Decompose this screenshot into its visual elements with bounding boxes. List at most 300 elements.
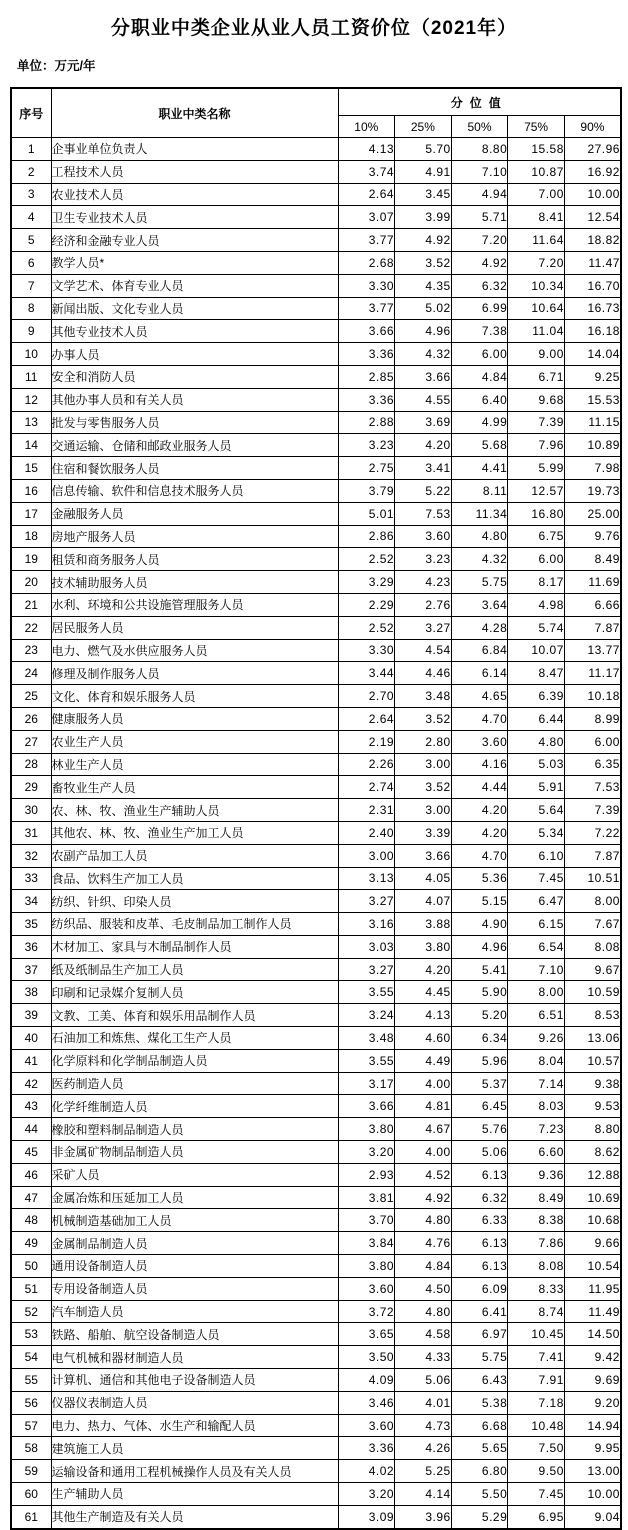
percentile-value-50%: 6.13 <box>451 1232 508 1255</box>
percentile-value-90%: 7.53 <box>564 776 621 799</box>
occupation-name: 机械制造基础加工人员 <box>51 1209 338 1232</box>
row-index: 47 <box>11 1186 51 1209</box>
occupation-name: 农业技术人员 <box>51 183 338 206</box>
header-row-group <box>11 88 621 116</box>
percentile-value-25%: 4.96 <box>395 320 452 343</box>
percentile-value-50%: 4.20 <box>451 821 508 844</box>
percentile-value-10%: 2.64 <box>338 707 395 730</box>
occupation-name: 仪器仪表制造人员 <box>51 1391 338 1414</box>
percentile-value-75%: 8.04 <box>508 1049 565 1072</box>
percentile-value-25%: 3.99 <box>395 206 452 229</box>
percentile-value-50%: 4.70 <box>451 844 508 867</box>
row-index: 10 <box>11 343 51 366</box>
occupation-name: 安全和消防人员 <box>51 365 338 388</box>
percentile-value-25%: 3.52 <box>395 776 452 799</box>
percentile-value-75%: 6.60 <box>508 1141 565 1164</box>
percentile-value-10%: 2.64 <box>338 183 395 206</box>
percentile-value-25%: 3.48 <box>395 685 452 708</box>
row-index: 18 <box>11 525 51 548</box>
percentile-value-25%: 4.80 <box>395 1209 452 1232</box>
table-row <box>11 958 621 981</box>
percentile-value-10%: 3.70 <box>338 1209 395 1232</box>
percentile-value-25%: 4.00 <box>395 1072 452 1095</box>
table-row <box>11 548 621 571</box>
row-index: 8 <box>11 297 51 320</box>
row-index: 41 <box>11 1049 51 1072</box>
percentile-value-10%: 3.77 <box>338 229 395 252</box>
percentile-value-25%: 4.01 <box>395 1391 452 1414</box>
table-row <box>11 297 621 320</box>
percentile-value-90%: 7.22 <box>564 821 621 844</box>
percentile-value-10%: 3.65 <box>338 1323 395 1346</box>
percentile-value-50%: 6.41 <box>451 1300 508 1323</box>
percentile-value-75%: 10.34 <box>508 274 565 297</box>
percentile-value-90%: 13.06 <box>564 1027 621 1050</box>
percentile-value-50%: 4.94 <box>451 183 508 206</box>
percentile-value-75%: 6.39 <box>508 685 565 708</box>
occupation-name: 采矿人员 <box>51 1163 338 1186</box>
percentile-value-50%: 4.16 <box>451 753 508 776</box>
percentile-value-25%: 4.33 <box>395 1346 452 1369</box>
percentile-value-75%: 6.10 <box>508 844 565 867</box>
percentile-value-90%: 9.53 <box>564 1095 621 1118</box>
percentile-value-75%: 6.51 <box>508 1004 565 1027</box>
occupation-name: 电力、热力、气体、水生产和输配人员 <box>51 1414 338 1437</box>
percentile-value-50%: 4.99 <box>451 411 508 434</box>
percentile-value-25%: 5.70 <box>395 138 452 161</box>
row-index: 5 <box>11 229 51 252</box>
table-row <box>11 1437 621 1460</box>
percentile-value-50%: 4.90 <box>451 913 508 936</box>
wage-percentile-table <box>10 87 622 1530</box>
table-row <box>11 1391 621 1414</box>
occupation-name: 通用设备制造人员 <box>51 1255 338 1278</box>
percentile-value-10%: 2.74 <box>338 776 395 799</box>
table-row <box>11 844 621 867</box>
percentile-value-25%: 4.67 <box>395 1118 452 1141</box>
percentile-value-25%: 5.06 <box>395 1369 452 1392</box>
percentile-value-25%: 3.41 <box>395 457 452 480</box>
percentile-value-75%: 4.80 <box>508 730 565 753</box>
percentile-value-90%: 9.04 <box>564 1505 621 1528</box>
occupation-name: 技术辅助服务人员 <box>51 571 338 594</box>
percentile-value-10%: 2.31 <box>338 799 395 822</box>
percentile-value-90%: 9.67 <box>564 958 621 981</box>
percentile-value-90%: 9.38 <box>564 1072 621 1095</box>
occupation-name: 印刷和记录媒介复制人员 <box>51 981 338 1004</box>
percentile-value-50%: 3.64 <box>451 593 508 616</box>
percentile-value-90%: 9.76 <box>564 525 621 548</box>
occupation-name: 企事业单位负责人 <box>51 138 338 161</box>
percentile-value-50%: 4.84 <box>451 365 508 388</box>
percentile-value-25%: 3.80 <box>395 935 452 958</box>
percentile-value-25%: 4.05 <box>395 867 452 890</box>
table-row <box>11 1209 621 1232</box>
row-index: 21 <box>11 593 51 616</box>
occupation-name: 建筑施工人员 <box>51 1437 338 1460</box>
percentile-value-10%: 3.30 <box>338 639 395 662</box>
percentile-value-50%: 5.68 <box>451 434 508 457</box>
percentile-value-75%: 10.48 <box>508 1414 565 1437</box>
percentile-value-90%: 10.00 <box>564 1483 621 1506</box>
percentile-value-50%: 6.68 <box>451 1414 508 1437</box>
percentile-value-90%: 11.69 <box>564 571 621 594</box>
percentile-value-10%: 3.36 <box>338 343 395 366</box>
percentile-value-10%: 4.13 <box>338 138 395 161</box>
percentile-value-75%: 10.87 <box>508 160 565 183</box>
row-index: 2 <box>11 160 51 183</box>
header-occupation-name: 职业中类名称 <box>51 88 338 138</box>
percentile-value-75%: 6.71 <box>508 365 565 388</box>
percentile-value-75%: 9.68 <box>508 388 565 411</box>
percentile-value-90%: 11.47 <box>564 251 621 274</box>
row-index: 56 <box>11 1391 51 1414</box>
percentile-value-90%: 10.57 <box>564 1049 621 1072</box>
table-row <box>11 571 621 594</box>
table-row <box>11 1255 621 1278</box>
percentile-value-90%: 14.04 <box>564 343 621 366</box>
percentile-value-75%: 8.47 <box>508 662 565 685</box>
percentile-value-25%: 4.50 <box>395 1277 452 1300</box>
table-row <box>11 1505 621 1528</box>
percentile-value-75%: 7.45 <box>508 1483 565 1506</box>
table-row <box>11 890 621 913</box>
percentile-value-90%: 27.96 <box>564 138 621 161</box>
row-index: 36 <box>11 935 51 958</box>
percentile-value-10%: 3.79 <box>338 479 395 502</box>
percentile-value-10%: 2.52 <box>338 616 395 639</box>
table-row <box>11 274 621 297</box>
occupation-name: 房地产服务人员 <box>51 525 338 548</box>
percentile-value-25%: 2.76 <box>395 593 452 616</box>
percentile-value-25%: 4.52 <box>395 1163 452 1186</box>
occupation-name: 办事人员 <box>51 343 338 366</box>
percentile-value-10%: 2.68 <box>338 251 395 274</box>
percentile-value-50%: 6.45 <box>451 1095 508 1118</box>
percentile-value-25%: 4.58 <box>395 1323 452 1346</box>
percentile-value-25%: 4.55 <box>395 388 452 411</box>
percentile-value-75%: 7.45 <box>508 867 565 890</box>
table-row <box>11 1346 621 1369</box>
percentile-value-25%: 3.23 <box>395 548 452 571</box>
percentile-value-75%: 7.18 <box>508 1391 565 1414</box>
percentile-value-90%: 10.89 <box>564 434 621 457</box>
occupation-name: 修理及制作服务人员 <box>51 662 338 685</box>
percentile-value-50%: 4.80 <box>451 525 508 548</box>
percentile-value-75%: 6.95 <box>508 1505 565 1528</box>
percentile-value-75%: 16.80 <box>508 502 565 525</box>
percentile-value-75%: 7.00 <box>508 183 565 206</box>
percentile-value-10%: 3.55 <box>338 981 395 1004</box>
percentile-value-75%: 9.00 <box>508 343 565 366</box>
header-percentile-50: 50% <box>451 116 508 138</box>
percentile-value-75%: 7.23 <box>508 1118 565 1141</box>
percentile-value-50%: 6.97 <box>451 1323 508 1346</box>
percentile-value-75%: 8.00 <box>508 981 565 1004</box>
percentile-value-90%: 12.88 <box>564 1163 621 1186</box>
percentile-value-10%: 3.36 <box>338 1437 395 1460</box>
percentile-value-25%: 4.91 <box>395 160 452 183</box>
percentile-value-75%: 8.33 <box>508 1277 565 1300</box>
percentile-value-50%: 8.11 <box>451 479 508 502</box>
percentile-value-25%: 3.52 <box>395 251 452 274</box>
row-index: 60 <box>11 1483 51 1506</box>
table-row <box>11 799 621 822</box>
percentile-value-50%: 6.43 <box>451 1369 508 1392</box>
percentile-value-90%: 9.42 <box>564 1346 621 1369</box>
table-row <box>11 1414 621 1437</box>
percentile-value-75%: 9.50 <box>508 1460 565 1483</box>
table-row <box>11 730 621 753</box>
row-index: 13 <box>11 411 51 434</box>
percentile-value-50%: 6.14 <box>451 662 508 685</box>
occupation-name: 电气机械和器材制造人员 <box>51 1346 338 1369</box>
percentile-value-75%: 5.34 <box>508 821 565 844</box>
percentile-value-10%: 2.19 <box>338 730 395 753</box>
occupation-name: 林业生产人员 <box>51 753 338 776</box>
row-index: 1 <box>11 138 51 161</box>
percentile-value-90%: 8.00 <box>564 890 621 913</box>
row-index: 25 <box>11 685 51 708</box>
occupation-name: 信息传输、软件和信息技术服务人员 <box>51 479 338 502</box>
percentile-value-75%: 12.57 <box>508 479 565 502</box>
percentile-value-90%: 16.70 <box>564 274 621 297</box>
table-row <box>11 229 621 252</box>
percentile-value-50%: 6.99 <box>451 297 508 320</box>
occupation-name: 橡胶和塑料制品制造人员 <box>51 1118 338 1141</box>
table-row <box>11 206 621 229</box>
percentile-value-10%: 3.20 <box>338 1483 395 1506</box>
percentile-value-50%: 4.41 <box>451 457 508 480</box>
percentile-value-90%: 13.00 <box>564 1460 621 1483</box>
percentile-value-90%: 19.73 <box>564 479 621 502</box>
percentile-value-90%: 10.00 <box>564 183 621 206</box>
header-percentile-75: 75% <box>508 116 565 138</box>
table-row <box>11 1163 621 1186</box>
row-index: 12 <box>11 388 51 411</box>
percentile-value-75%: 7.50 <box>508 1437 565 1460</box>
percentile-value-75%: 5.99 <box>508 457 565 480</box>
percentile-value-50%: 6.09 <box>451 1277 508 1300</box>
row-index: 22 <box>11 616 51 639</box>
occupation-name: 医药制造人员 <box>51 1072 338 1095</box>
percentile-value-50%: 4.44 <box>451 776 508 799</box>
percentile-value-90%: 8.08 <box>564 935 621 958</box>
occupation-name: 文学艺术、体育专业人员 <box>51 274 338 297</box>
percentile-value-25%: 4.60 <box>395 1027 452 1050</box>
percentile-value-10%: 3.60 <box>338 1277 395 1300</box>
percentile-value-25%: 4.49 <box>395 1049 452 1072</box>
percentile-value-75%: 6.47 <box>508 890 565 913</box>
percentile-value-50%: 5.96 <box>451 1049 508 1072</box>
percentile-value-90%: 7.67 <box>564 913 621 936</box>
row-index: 7 <box>11 274 51 297</box>
percentile-value-90%: 7.87 <box>564 844 621 867</box>
occupation-name: 纺织品、服装和皮革、毛皮制品加工制作人员 <box>51 913 338 936</box>
percentile-value-25%: 4.35 <box>395 274 452 297</box>
table-row <box>11 434 621 457</box>
table-row <box>11 1004 621 1027</box>
unit-label: 单位：万元/年 <box>17 59 96 73</box>
header-percentile-25: 25% <box>395 116 452 138</box>
percentile-value-90%: 7.39 <box>564 799 621 822</box>
percentile-value-90%: 16.73 <box>564 297 621 320</box>
percentile-value-50%: 6.13 <box>451 1255 508 1278</box>
percentile-value-10%: 3.36 <box>338 388 395 411</box>
percentile-value-90%: 10.59 <box>564 981 621 1004</box>
percentile-value-90%: 15.53 <box>564 388 621 411</box>
percentile-value-50%: 5.20 <box>451 1004 508 1027</box>
table-row <box>11 183 621 206</box>
percentile-value-10%: 2.88 <box>338 411 395 434</box>
percentile-value-75%: 7.91 <box>508 1369 565 1392</box>
occupation-name: 文教、工美、体育和娱乐用品制作人员 <box>51 1004 338 1027</box>
percentile-value-90%: 8.53 <box>564 1004 621 1027</box>
percentile-value-25%: 5.25 <box>395 1460 452 1483</box>
table-row <box>11 776 621 799</box>
percentile-value-90%: 10.51 <box>564 867 621 890</box>
occupation-name: 其他农、林、牧、渔业生产加工人员 <box>51 821 338 844</box>
occupation-name: 卫生专业技术人员 <box>51 206 338 229</box>
percentile-value-90%: 10.54 <box>564 1255 621 1278</box>
percentile-value-50%: 6.34 <box>451 1027 508 1050</box>
percentile-value-75%: 11.64 <box>508 229 565 252</box>
percentile-value-75%: 6.15 <box>508 913 565 936</box>
row-index: 48 <box>11 1209 51 1232</box>
occupation-name: 批发与零售服务人员 <box>51 411 338 434</box>
percentile-value-10%: 3.17 <box>338 1072 395 1095</box>
percentile-value-50%: 7.20 <box>451 229 508 252</box>
row-index: 14 <box>11 434 51 457</box>
percentile-value-50%: 6.32 <box>451 1186 508 1209</box>
percentile-value-50%: 6.32 <box>451 274 508 297</box>
header-percentile-group: 分位值 <box>338 88 621 116</box>
occupation-name: 电力、燃气及水供应服务人员 <box>51 639 338 662</box>
occupation-name: 金属制品制造人员 <box>51 1232 338 1255</box>
percentile-value-25%: 5.22 <box>395 479 452 502</box>
percentile-value-10%: 3.48 <box>338 1027 395 1050</box>
table-row <box>11 160 621 183</box>
percentile-value-50%: 5.06 <box>451 1141 508 1164</box>
percentile-value-90%: 14.94 <box>564 1414 621 1437</box>
percentile-value-75%: 7.41 <box>508 1346 565 1369</box>
occupation-name: 非金属矿物制品制造人员 <box>51 1141 338 1164</box>
percentile-value-25%: 3.52 <box>395 707 452 730</box>
percentile-value-50%: 6.80 <box>451 1460 508 1483</box>
row-index: 43 <box>11 1095 51 1118</box>
percentile-value-75%: 4.98 <box>508 593 565 616</box>
percentile-value-10%: 3.66 <box>338 320 395 343</box>
percentile-value-50%: 5.41 <box>451 958 508 981</box>
table-row <box>11 138 621 161</box>
percentile-value-25%: 4.20 <box>395 434 452 457</box>
percentile-value-90%: 14.50 <box>564 1323 621 1346</box>
percentile-value-75%: 8.17 <box>508 571 565 594</box>
percentile-value-50%: 5.71 <box>451 206 508 229</box>
percentile-value-10%: 3.27 <box>338 890 395 913</box>
row-index: 44 <box>11 1118 51 1141</box>
percentile-value-50%: 6.84 <box>451 639 508 662</box>
percentile-value-90%: 10.69 <box>564 1186 621 1209</box>
table-row <box>11 525 621 548</box>
percentile-value-25%: 7.53 <box>395 502 452 525</box>
percentile-value-90%: 9.66 <box>564 1232 621 1255</box>
percentile-value-25%: 3.60 <box>395 525 452 548</box>
percentile-value-25%: 4.07 <box>395 890 452 913</box>
percentile-value-75%: 5.64 <box>508 799 565 822</box>
percentile-value-75%: 7.10 <box>508 958 565 981</box>
table-row <box>11 365 621 388</box>
row-index: 58 <box>11 1437 51 1460</box>
percentile-value-25%: 3.96 <box>395 1505 452 1528</box>
table-row <box>11 1141 621 1164</box>
percentile-value-25%: 4.80 <box>395 1300 452 1323</box>
row-index: 33 <box>11 867 51 890</box>
table-row <box>11 1049 621 1072</box>
table-row <box>11 639 621 662</box>
percentile-value-10%: 4.02 <box>338 1460 395 1483</box>
percentile-value-50%: 5.75 <box>451 1346 508 1369</box>
occupation-name: 工程技术人员 <box>51 160 338 183</box>
row-index: 30 <box>11 799 51 822</box>
percentile-value-50%: 4.28 <box>451 616 508 639</box>
occupation-name: 汽车制造人员 <box>51 1300 338 1323</box>
percentile-value-25%: 4.54 <box>395 639 452 662</box>
occupation-name: 新闻出版、文化专业人员 <box>51 297 338 320</box>
percentile-value-90%: 25.00 <box>564 502 621 525</box>
percentile-value-25%: 4.73 <box>395 1414 452 1437</box>
occupation-name: 农业生产人员 <box>51 730 338 753</box>
occupation-name: 计算机、通信和其他电子设备制造人员 <box>51 1369 338 1392</box>
occupation-name: 石油加工和炼焦、煤化工生产人员 <box>51 1027 338 1050</box>
occupation-name: 交通运输、仓储和邮政业服务人员 <box>51 434 338 457</box>
percentile-value-25%: 3.88 <box>395 913 452 936</box>
percentile-value-90%: 8.49 <box>564 548 621 571</box>
row-index: 28 <box>11 753 51 776</box>
table-row <box>11 981 621 1004</box>
percentile-value-75%: 10.45 <box>508 1323 565 1346</box>
row-index: 46 <box>11 1163 51 1186</box>
percentile-value-25%: 5.02 <box>395 297 452 320</box>
row-index: 32 <box>11 844 51 867</box>
percentile-value-10%: 3.80 <box>338 1255 395 1278</box>
occupation-name: 其他专业技术人员 <box>51 320 338 343</box>
row-index: 53 <box>11 1323 51 1346</box>
percentile-value-10%: 2.29 <box>338 593 395 616</box>
percentile-value-50%: 5.37 <box>451 1072 508 1095</box>
percentile-value-25%: 3.45 <box>395 183 452 206</box>
percentile-value-10%: 3.72 <box>338 1300 395 1323</box>
percentile-value-75%: 8.74 <box>508 1300 565 1323</box>
percentile-value-25%: 3.66 <box>395 365 452 388</box>
occupation-name: 专用设备制造人员 <box>51 1277 338 1300</box>
percentile-value-90%: 9.25 <box>564 365 621 388</box>
percentile-value-50%: 5.90 <box>451 981 508 1004</box>
percentile-value-90%: 9.95 <box>564 1437 621 1460</box>
percentile-value-25%: 3.39 <box>395 821 452 844</box>
percentile-value-90%: 8.80 <box>564 1118 621 1141</box>
percentile-value-50%: 5.29 <box>451 1505 508 1528</box>
percentile-value-90%: 16.18 <box>564 320 621 343</box>
percentile-value-75%: 9.26 <box>508 1027 565 1050</box>
row-index: 57 <box>11 1414 51 1437</box>
table-row <box>11 913 621 936</box>
percentile-value-75%: 9.36 <box>508 1163 565 1186</box>
percentile-value-10%: 3.46 <box>338 1391 395 1414</box>
occupation-name: 化学纤维制造人员 <box>51 1095 338 1118</box>
table-row <box>11 411 621 434</box>
header-percentile-90: 90% <box>564 116 621 138</box>
